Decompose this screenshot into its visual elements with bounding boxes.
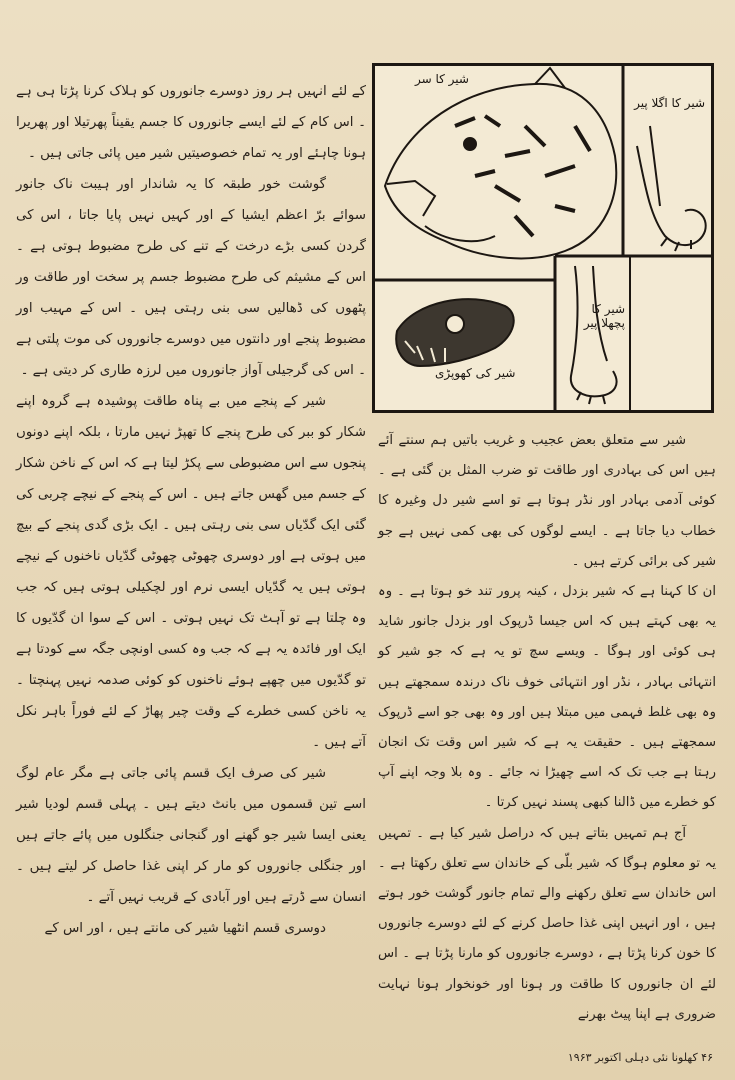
left-paragraph-3: شیر کے پنجے میں بے پناہ طاقت پوشیدہ ہے گروہ اپنے شکار کو ببر کی طرح پنجے کا تھپڑ نہیں مارتا ، بلکہ اپنے دونوں پنجوں سے اس مضبوطی سے پکڑ لیتا ہے کہ اس کے ناخن شکار کے جسم میں گھس جاتے ہیں ۔ اس کے پنجے کے نیچے چربی کی گئی ایک گدّیاں سی بنی رہتی ہیں ۔ ایک بڑی گدی پنجے کے بیچ میں ہوتی ہے اور دوسری چھوٹی چھوٹی گدّیاں ناخنوں کے نیچے ہوتی ہیں یہ گدّیاں ایسی نرم اور لچکیلی ہوتی ہیں کہ جب وہ چلتا ہے تو آہٹ تک نہیں ہوتی ۔ اس کے سوا ان گدّیوں کا ایک اور فائدہ یہ ہے کہ جب وہ کسی اونچی جگہ سے کودتا ہے تو گدّیوں میں چھپے ہوئے ناخنوں کو کوئی صدمہ نہیں پہنچتا ۔ یہ ناخن کسی خطرے کے وقت چیر پھاڑ کے لئے فوراً باہر نکل آتے ہیں ۔ [16, 394, 366, 750]
right-column [378, 426, 716, 1030]
tiger-illustration [375, 66, 711, 410]
label-tiger-head: شیر کا سر [415, 72, 469, 86]
front-paw-drawing [637, 126, 706, 251]
right-paragraph-2: ان کا کہنا ہے کہ شیر بزدل ، کینہ پرور تند خو ہوتا ہے ۔ وہ یہ بھی کہتے ہیں کہ اس جیسا ڈرپوک اور بزدل جانور شاید ہی کوئی اور ہوگا ۔ ویسے سچ تو یہ ہے کہ جو شیر کو انتہائی بہادر ، نڈر اور انتہائی خوف ناک درندہ سمجھتے ہیں وہ بھی غلط فہمی میں مبتلا ہیں اور وہ بھی جو اسے ڈرپوک سمجھتے ہیں ۔ حقیقت یہ ہے کہ شیر اس وقت تک انجان رہتا ہے جب تک کہ اسے چھیڑا نہ جائے ۔ وہ بلا وجہ اپنے آپ کو خطرے میں ڈالنا کبھی پسند نہیں کرتا ۔ [378, 584, 716, 811]
left-paragraph-4: شیر کی صرف ایک قسم پائی جاتی ہے مگر عام لوگ اسے تین قسموں میں بانٹ دیتے ہیں ۔ پہلی قسم لودیا شیر یعنی ایسا شیر جو گھنے اور گنجانی جنگلوں میں پائے جاتے ہیں اور جنگلی جانوروں کو مار کر اپنی غذا حاصل کر لیتے ہیں ۔ انسان سے ڈرتے ہیں اور آبادی کے قریب نہیں آتے ۔ [16, 766, 366, 905]
right-paragraph-1: شیر سے متعلق بعض عجیب و غریب باتیں ہم سنتے آئے ہیں اس کی بہادری اور طاقت تو ضرب المثل بن گئی ہے ۔ کوئی آدمی بہادر اور نڈر ہوتا ہے تو اسے شیر دل وغیرہ کا خطاب دیا جاتا ہے ۔ ایسے لوگوں کی بھی کمی نہیں ہے جو شیر کی برائی کرتے ہیں ۔ [378, 433, 716, 569]
left-paragraph-5: دوسری قسم انٹھیا شیر کی مانتے ہیں ، اور اس کے [44, 921, 326, 936]
page-footer: ۴۶ کھلونا نئی دہلی اکتوبر ۱۹۶۳ [567, 1051, 713, 1064]
tiger-head-drawing [385, 68, 616, 258]
label-front-paw: شیر کا اگلا پیر [634, 96, 705, 110]
hind-paw-drawing [571, 266, 617, 404]
tiger-illustration-panel [372, 63, 714, 413]
left-paragraph-1: کے لئے انہیں ہر روز دوسرے جانوروں کو ہلاک کرنا پڑتا ہی ہے ۔ اس کام کے لئے ایسے جانوروں کا جسم یقیناً پھرتیلا اور پھریرا ہونا چاہئے اور یہ تمام خصوصیتیں شیر میں پائی جاتی ہیں ۔ [16, 84, 366, 161]
label-hind-paw: شیر کا پچھلا پیر [583, 302, 625, 330]
skull-drawing [396, 299, 513, 366]
left-paragraph-2: گوشت خور طبقہ کا یہ شاندار اور ہیبت ناک جانور سوائے برّ اعظم ایشیا کے اور کہیں نہیں پایا جاتا ، اس کی گردن کسی بڑے درخت کے تنے کی طرح مضبوط ہوتی ہے ۔ اس کے مشیثم کی طرح مضبوط جسم پر سخت اور طاقت ور پٹھوں کی ڈھالیں سی بنی رہتی ہیں ۔ اس کے مہیب اور مضبوط پنجے اور دانتوں میں دوسرے جانوروں کی موت پلتی ہے ۔ اس کی گرجیلی آواز جانوروں میں لرزہ طاری کر دیتی ہے ۔ [16, 177, 366, 378]
right-paragraph-3: آج ہم تمہیں بتاتے ہیں کہ دراصل شیر کیا ہے ۔ تمہیں یہ تو معلوم ہوگا کہ شیر بلّی کے خاندان سے تعلق رکھتا ہے ۔ اس خاندان سے تعلق رکھنے والے تمام جانور گوشت خور ہوتے ہیں ، اور انہیں اپنی غذا حاصل کرنے کے لئے دوسرے جانوروں کا خون کرنا پڑتا ہے ، دوسرے جانوروں کو مارنا پڑتا ہے ۔ اس لئے ان جانوروں کا طاقت ور ہونا اور خونخوار ہونا نہایت ضروری ہے اپنا پیٹ بھرنے [378, 825, 716, 1022]
label-skull: شیر کی کھوپڑی [435, 366, 516, 380]
left-column [16, 76, 366, 944]
